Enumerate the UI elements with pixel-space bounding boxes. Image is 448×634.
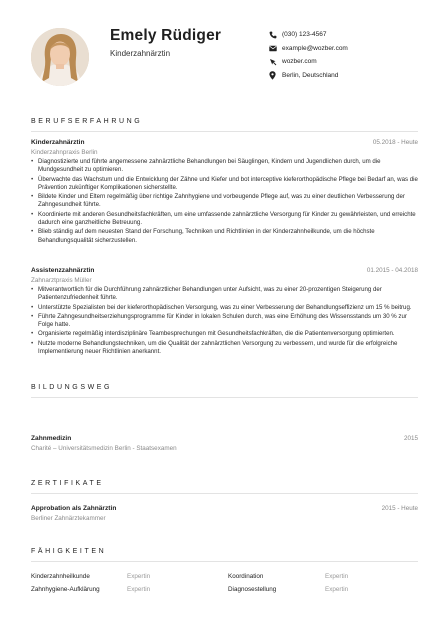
- degree-institution: Charité – Universitätsmedizin Berlin - Staatsexamen: [31, 445, 177, 452]
- job-bullets: [31, 158, 418, 245]
- section-divider: [31, 493, 418, 494]
- contact-email-text[interactable]: example@wozber.com: [282, 44, 348, 52]
- certificate-dates: 2015 - Heute: [381, 505, 418, 512]
- job-bullet: • Überwachte das Wachstum und die Entwicklung der Zähne und Kiefer und bot interceptive kieferorthopädische Pflege bei Bedarf an, was die Prävention zukünftiger Komplikationen sicherstellte.: [31, 176, 418, 193]
- certificate-title: Approbation als Zahnärztin: [31, 505, 117, 512]
- job-bullet: • Blieb ständig auf dem neuesten Stand der Forschung, Techniken und Richtlinien in der Kinderzahnheilkunde, um die höchste Behandlungsqualität sicherzustellen.: [31, 228, 418, 245]
- certificate-entry: [31, 505, 418, 523]
- job-title: Kinderzahnärztin: [31, 139, 85, 146]
- job-company: Zahnarztpraxis Müller: [31, 277, 92, 284]
- skill-name: Koordination: [228, 573, 264, 580]
- skill-level: Expertin: [325, 573, 349, 580]
- job-bullet: • Diagnostizierte und führte angemessene zahnärztliche Behandlungen bei Säuglingen, Kindern und Jugendlichen durch, um die Mundgesundheit zu optimieren.: [31, 158, 418, 175]
- location-icon: [268, 71, 277, 80]
- experience-entry: [31, 139, 418, 246]
- skill-level: Expertin: [325, 586, 349, 593]
- contact-phone: [268, 28, 428, 42]
- contact-phone-text: (030) 123-4567: [282, 31, 327, 39]
- contact-email[interactable]: [268, 42, 428, 56]
- skill-name: Kinderzahnheilkunde: [31, 573, 90, 580]
- avatar: [31, 28, 89, 86]
- contact-website[interactable]: [268, 55, 428, 69]
- contact-location: [268, 69, 428, 83]
- skill-item: [31, 573, 221, 580]
- job-bullet: • Unterstützte Spezialisten bei der kieferorthopädischen Versorgung, was zu einer Verbesserung der Behandlungseffizienz um 15 % beitrug.: [31, 304, 418, 312]
- section-title-skills: FÄHIGKEITEN: [31, 548, 107, 555]
- section-title-certificates: ZERTIFIKATE: [31, 480, 104, 487]
- skill-level: Expertin: [127, 586, 151, 593]
- job-dates: 05.2018 - Heute: [372, 139, 418, 146]
- experience-entry: [31, 267, 418, 357]
- candidate-job-title: Kinderzahnärztin: [110, 49, 171, 58]
- job-bullet: • Koordinierte mit anderen Gesundheitsfachkräften, um eine umfassende zahnärztliche Versorgung für Kinder zu gewährleisten, und erreichte dadurch eine ganzheitliche Betreuung.: [31, 211, 418, 228]
- degree-dates: 2015: [403, 435, 418, 442]
- phone-icon: [268, 30, 277, 39]
- link-icon: [268, 57, 277, 66]
- skill-name: Zahnhygiene-Aufklärung: [31, 586, 100, 593]
- contact-location-text: Berlin, Deutschland: [282, 71, 339, 79]
- skill-name: Diagnosestellung: [228, 586, 277, 593]
- skill-level: Expertin: [127, 573, 151, 580]
- education-entry: [31, 435, 418, 453]
- degree-title: Zahnmedizin: [31, 435, 72, 442]
- email-icon: [268, 44, 277, 53]
- section-divider: [31, 561, 418, 562]
- contact-list: [268, 28, 428, 82]
- profile-photo: [31, 28, 89, 86]
- skill-item: [228, 586, 418, 593]
- section-divider: [31, 397, 418, 398]
- section-title-education: BILDUNGSWEG: [31, 384, 113, 391]
- candidate-name: Emely Rüdiger: [110, 27, 222, 44]
- section-title-experience: BERUFSERFAHRUNG: [31, 118, 143, 125]
- job-bullets: [31, 286, 418, 356]
- job-company: Kinderzahnpraxis Berlin: [31, 149, 98, 156]
- job-bullet: • Führte Zahngesundheitserziehungsprogramme für Kinder in lokalen Schulen durch, was eine Erhöhung des Wissensstands um 30 % zur Folge hatte.: [31, 313, 418, 330]
- contact-website-text[interactable]: wozber.com: [282, 58, 317, 66]
- certificate-issuer: Berliner Zahnärztekammer: [31, 515, 106, 522]
- job-bullet: • Organisierte regelmäßig interdisziplinäre Teambesprechungen mit Gesundheitsfachkräften, die die Patientenversorgung optimierten.: [31, 330, 418, 338]
- section-divider: [31, 131, 418, 132]
- job-bullet: • Nutzte moderne Behandlungstechniken, um die Qualität der zahnärztlichen Versorgung zu verbessern, und wurde für die erfolgreiche Implementierung neuer Richtlinien anerkannt.: [31, 340, 418, 357]
- skill-item: [228, 573, 418, 580]
- job-bullet: • Bildete Kinder und Eltern regelmäßig über richtige Zahnhygiene und vorbeugende Pflege auf, was zu einer deutlichen Verbesserung der Zahngesundheit führte.: [31, 193, 418, 210]
- job-bullet: • Mitverantwortlich für die Durchführung zahnärztlicher Behandlungen unter Aufsicht, was zu einer 20-prozentigen Steigerung der Patientenzufriedenheit führte.: [31, 286, 418, 303]
- job-title: Assistenzzahnärztin: [31, 267, 95, 274]
- job-dates: 01.2015 - 04.2018: [366, 267, 418, 274]
- skill-item: [31, 586, 221, 593]
- resume-header: [0, 0, 448, 100]
